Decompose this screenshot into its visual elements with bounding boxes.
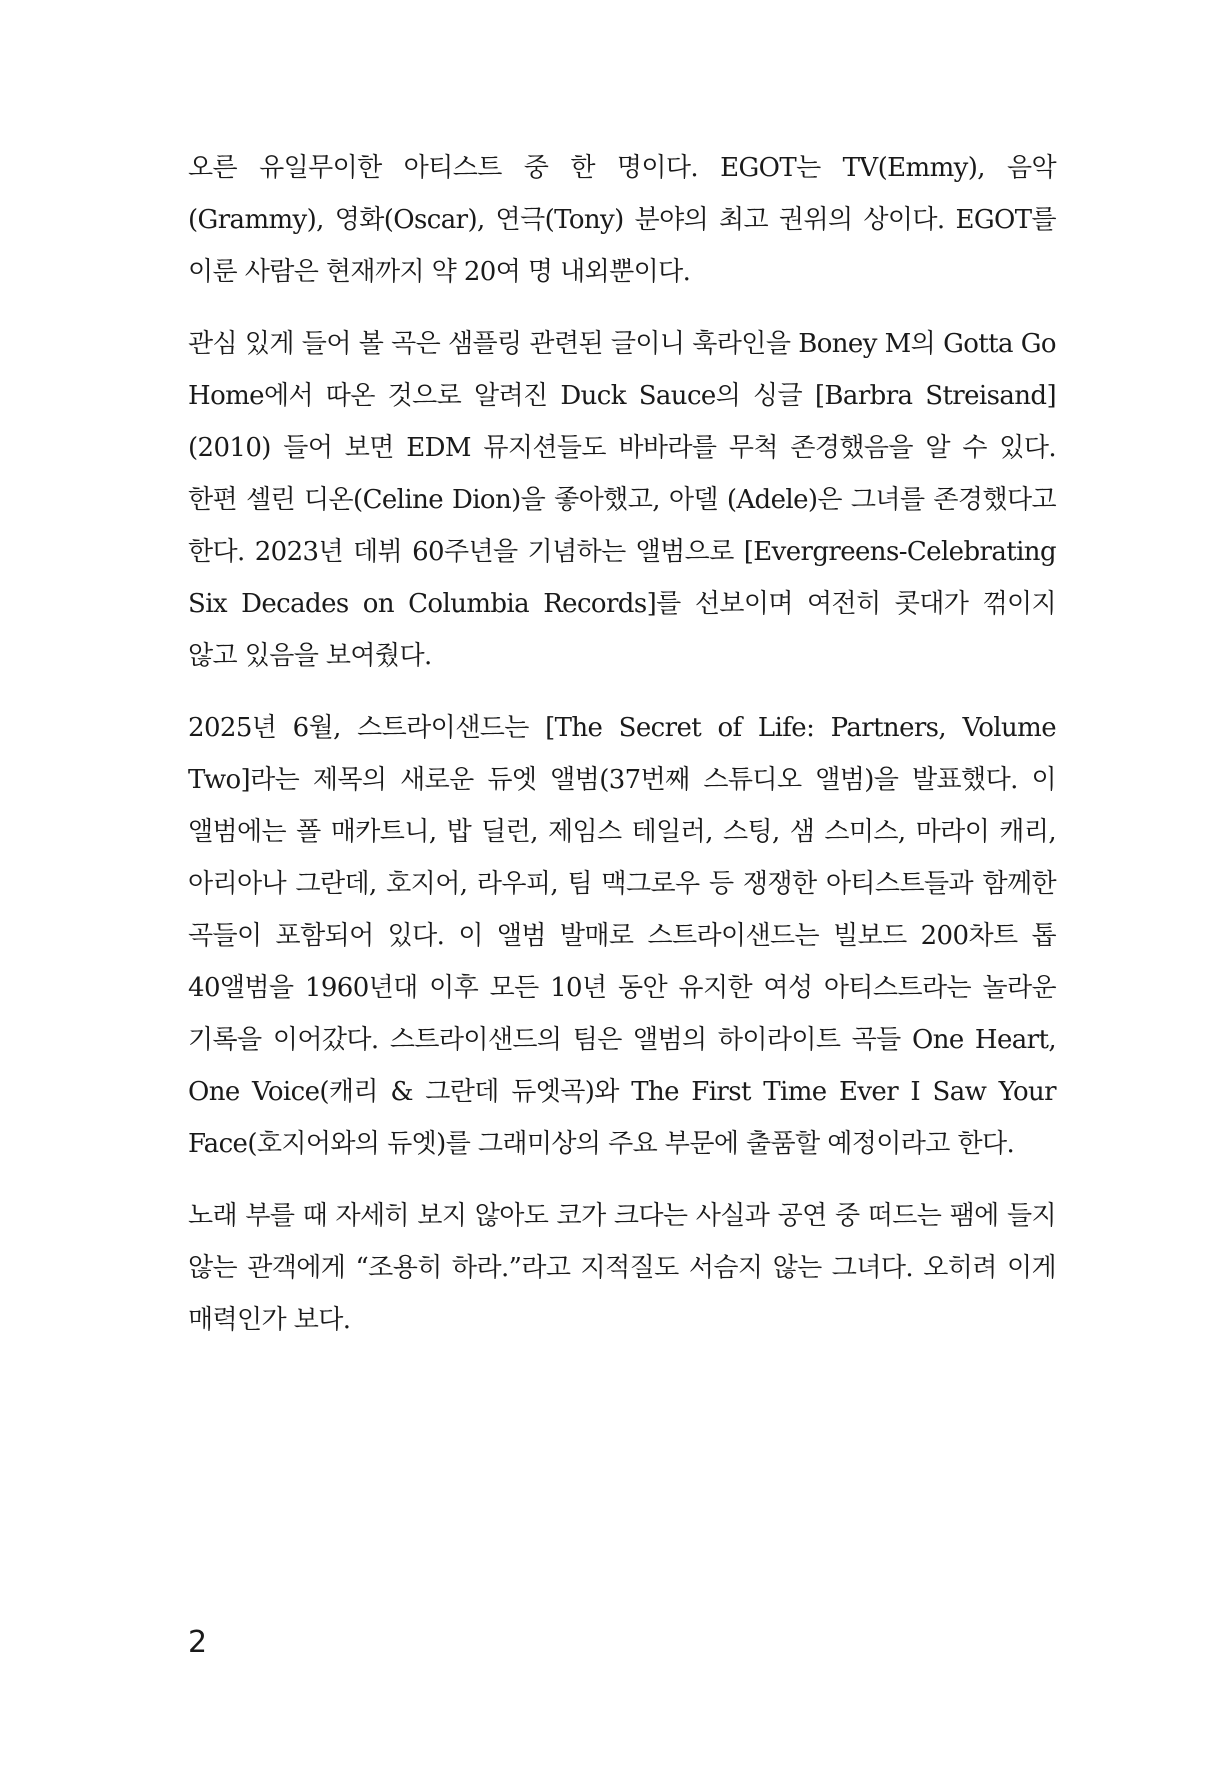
paragraph-duet-album: 2025년 6월, 스트라이샌드는 [The Secret of Life: Partners, Volume Two]라는 제목의 새로운 듀엣 앨범(37번째 스튜디오 앨범)을 발표했다. 이 앨범에는 폴 매카트니, 밥 딜런, 제임스 테일러, 스팅, 샘 스미스, 마라이 캐리, 아리아나 그란데, 호지어, 라우피, 팀 맥그로우 등 쟁쟁한 아티스트들과 함께한 곡들이 포함되어 있다. 이 앨범 발매로 스트라이샌드는 빌보드 200차트 톱 40앨범을 1960년대 이후 모든 10년 동안 유지한 여성 아티스트라는 놀라운 기록을 이어갔다. 스트라이샌드의 팀은 앨범의 하이라이트 곡들 One Heart, One Voice(캐리 & 그란데 듀엣곡)와 The First Time Ever I Saw Your Face(호지어와의 듀엣)를 그래미상의 주요 부문에 출품할 예정이라고 한다. bbox=[188, 713, 1056, 1159]
paragraph-charm: 노래 부를 때 자세히 보지 않아도 코가 크다는 사실과 공연 중 떠드는 팸에 들지 않는 관객에게 “조용히 하라.”라고 지적질도 서슴지 않는 그녀다. 오히려 이게 매력인가 보다. bbox=[188, 1201, 1056, 1335]
paragraph-sampling: 관심 있게 들어 볼 곡은 샘플링 관련된 글이니 훅라인을 Boney M의 Gotta Go Home에서 따온 것으로 알려진 Duck Sauce의 싱글 [Barbra Streisand](2010) 들어 보면 EDM 뮤지션들도 바바라를 무척 존경했음을 알 수 있다. 한편 셀린 디온(Celine Dion)을 좋아했고, 아델 (Adele)은 그녀를 존경했다고 한다. 2023년 데뷔 60주년을 기념하는 앨범으로 [Evergreens-Celebrating Six Decades on Columbia Records]를 선보이며 여전히 콧대가 꺾이지 않고 있음을 보여줬다. bbox=[188, 329, 1056, 671]
document-body bbox=[188, 142, 1056, 1366]
page-number: 2 bbox=[188, 1625, 208, 1660]
paragraph-egot: 오른 유일무이한 아티스트 중 한 명이다. EGOT는 TV(Emmy), 음악(Grammy), 영화(Oscar), 연극(Tony) 분야의 최고 권위의 상이다. EGOT를 이룬 사람은 현재까지 약 20여 명 내외뿐이다. bbox=[188, 153, 1056, 287]
